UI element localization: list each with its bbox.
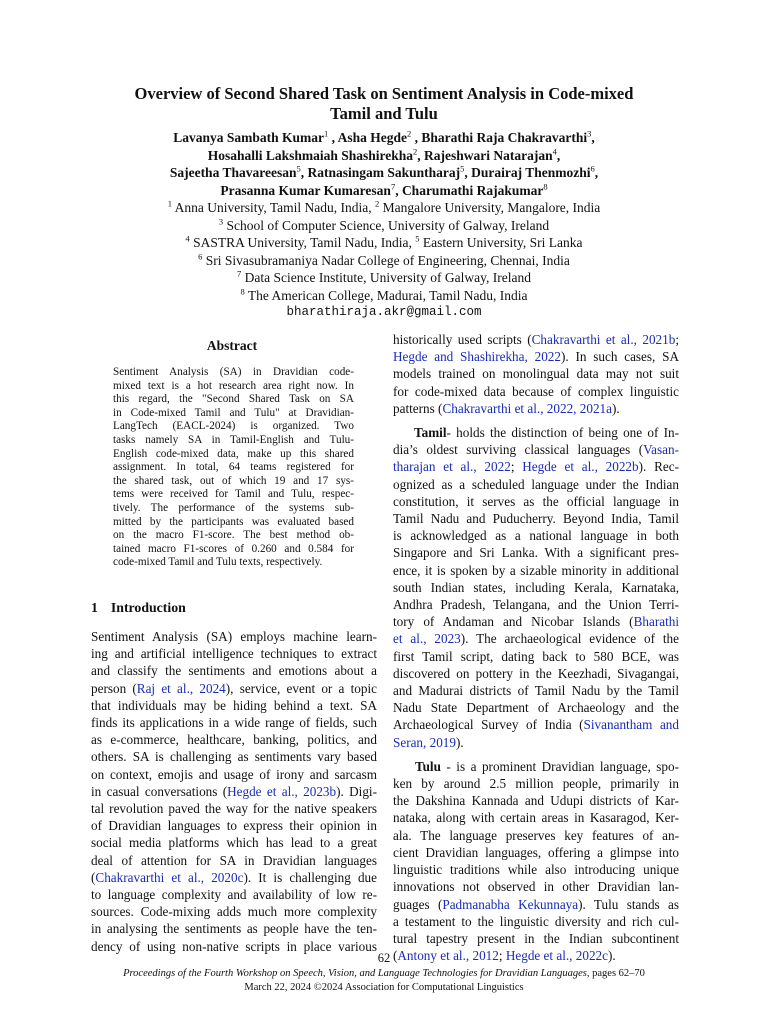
abstract-line: tained macro F1-scores of 0.260 and 0.584 for [113, 542, 354, 555]
citation-link[interactable]: tharajan et al., 2022 [393, 459, 511, 475]
abstract-line: tems were received for Tamil and Tulu, respec- [113, 488, 354, 501]
author-name: Rajeshwari Natarajan [424, 147, 553, 163]
affiliation-line: $^1$ Anna University, Tamil Nadu, India, $^2$ Mangalore University, Mangalore, India [167, 198, 601, 215]
author-name: Asha Hegde [337, 130, 408, 145]
author-name: Ratnasingam Sakuntharaj [307, 165, 461, 180]
affiliation-line: $^7$ Data Science Institute, University of Galway, Ireland [237, 268, 531, 285]
title-line-2: Tamil and Tulu [330, 104, 438, 123]
citation-link[interactable]: et al., 2023 [393, 631, 461, 647]
proceedings-title: Proceedings of the Fourth Workshop on Speech, Vision, and Language Technologies for Dravidian Languages [123, 968, 587, 979]
citation-link[interactable]: Sivanantham and [583, 717, 679, 733]
paper-title [60, 84, 708, 124]
citation-link[interactable]: Seran, 2019 [393, 734, 456, 750]
citation-link[interactable]: Chakravarthi et al., 2022, 2021a [442, 400, 612, 416]
abstract-line: mixed text is a hot research area right now. In [113, 379, 354, 392]
citation-link[interactable]: Antony et al., 2012 [397, 948, 499, 964]
title-line-1: Overview of Second Shared Task on Sentiment Analysis in Code-mixed [134, 84, 634, 103]
citation-link[interactable]: Raj et al., 2024 [136, 680, 226, 696]
affiliation-line: $^3$ School of Computer Science, University of Galway, Ireland [218, 216, 550, 233]
author-name: Sajeetha Thavareesan [169, 165, 297, 180]
citation-link[interactable]: Chakravarthi et al., 2021b [531, 332, 676, 347]
citation-link[interactable]: Padmanabha Kekunnaya [442, 896, 579, 912]
author-name: Prasanna Kumar Kumaresan [220, 182, 391, 198]
abstract-body [113, 366, 354, 570]
abstract-line: in Code-mixed Tamil and Tulu" at Dravidian- [113, 406, 354, 419]
section-number: 1 [91, 600, 98, 615]
introduction-body-left: Sentiment Analysis (SA) employs machine learn- ing and artificial intelligence techniques to extract and classify the sentiments and emotions about a person (Raj et al., 2024), service, event or a topic that individuals may be hiding behind a text. SA finds its applications in a wide range of fields, such as e-commerce, healthcare, banking, politics, and others. SA is challenging as sentiments vary based on context, emojis and usage of irony and sarcasm in casual conversations (Hegde et al., 2023b). Digi- tal revolution paved the way for the native speakers of Dravidian languages to express their opinion in social media platforms which has lead to a great deal of attention for SA in Dravidian languages (Chakravarthi et al., 2020c). It is challenging due to language complexity and availability of low re- sources. Code-mixing adds much more complexity in analysing the sentiments as people have the ten- dency of using non-native scripts in place various [91, 629, 378, 954]
author-name: Charumathi Rajakumar [401, 182, 544, 198]
abstract-line: tasks namely SA in Tamil-English and Tulu- [113, 433, 354, 446]
citation-link[interactable]: Hegde et al., 2022b [522, 459, 639, 475]
citation-link[interactable]: Chakravarthi et al., 2020c [95, 869, 244, 885]
author-list: Lavanya Sambath Kumar$^1$ , Asha Hegde$^2$ , Bharathi Raja Chakravarthi$^3$, Hosahalli Lakshmaiah Shashirekha$^2$, Rajeshwari Natarajan$^4$, Sajeetha Thavareesan$^5$, Ratnasingam Sakuntharaj$^5$, Durairaj Thenmozhi$^6$, Prasanna Kumar Kumaresan$^7$, Charumathi Rajakumar$^8$ [169, 128, 599, 198]
citation-link[interactable]: Hegde et al., 2023b [227, 783, 337, 799]
abstract-line: mitted by the participants was evaluated based [113, 515, 354, 528]
author-name: Bharathi Raja Chakravarthi [421, 130, 588, 145]
author-name: Hosahalli Lakshmaiah Shashirekha [207, 147, 414, 163]
abstract-line: on the macro F1-score. The best method ob- [113, 529, 354, 542]
section-heading-introduction [91, 600, 186, 616]
abstract-line: Sentiment Analysis (SA) in Dravidian code- [113, 366, 354, 378]
page-number: 62 [377, 951, 391, 965]
paragraph-lead-tulu: Tulu [415, 758, 441, 774]
abstract-line: code-mixed Tamil and Tulu texts, respectively. [113, 556, 323, 569]
introduction-body-right: historically used scripts (Chakravarthi et al., 2021b; Hegde and Shashirekha, 2022). In such cases, SA models trained on monolingual data may not suit for code-mixed data because of complex linguistic patterns (Chakravarthi et al., 2022, 2021a). Tamil- holds the distinction of being one of In- dia’s oldest surviving classical languages (Vasan- tharajan et al., 2022; Hegde et al., 2022b). Rec- ognized as a scheduled language under the Indian constitution, it serves as the official language in Tamil Nadu and Puducherry. Beyond India, Tamil is acknowledged as a national language in both Singapore and Sri Lanka. With a significant pres- ence, it is spoken by a sizable minority in additional south Indian states, including Kerala, Karnataka, Andhra Pradesh, Telangana, and the Union Terri- tory of Andaman and Nicobar Islands (Bharathi et al., 2023). The archaeological evidence of the first Tamil script, dating back to 580 BCE, was discovered on pottery in the Keezhadi, Sivagangai, and Madurai districts of Tamil Nadu by the Tamil Nadu State Department of Archaeology and the Archaeological Survey of India (Sivanantham and Seran, 2019). Tulu - is a prominent Dravidian language, spo- ken by around 2.5 million people, primarily in the Dakshina Kannada and Udupi districts of Kar- nataka, along with certain areas in Kasaragod, Ker- ala. The language preserves key features of an- cient Dravidian languages, offering a glimpse into linguistic traditions while also introducing unique innovations not observed in other Dravidian lan- guages (Padmanabha Kekunnaya). Tulu stands as a testament to the linguistic diversity and rich cul- tural tapestry present in the Indian subcontinent (Antony et al., 2012; Hegde et al., 2022c). [393, 332, 679, 964]
abstract-line: tively. The performance of the systems sub- [113, 501, 354, 514]
footer-date: March 22, 2024 ©2024 Association for Computational Linguistics [244, 982, 524, 993]
citation-link[interactable]: Bharathi [633, 614, 679, 630]
abstract-heading: Abstract [206, 338, 258, 353]
abstract-line: English code-mixed data, make up this shared [113, 447, 354, 460]
citation-link[interactable]: Vasan- [643, 442, 679, 458]
citation-link[interactable]: Hegde and Shashirekha, 2022 [393, 349, 561, 365]
page-footer: Proceedings of the Fourth Workshop on Speech, Vision, and Language Technologies for Dravidian Languages, pages 62–70 March 22, 2024 ©2024 Association for Computational Linguistics [60, 967, 708, 995]
affiliation-line: $^6$ Sri Sivasubramaniya Nadar College of Engineering, Chennai, India [198, 251, 570, 268]
author-name: Durairaj Thenmozhi [471, 165, 591, 180]
affiliation-list [60, 199, 708, 322]
paragraph-lead-tamil: Tamil [414, 425, 447, 441]
abstract-line: assignment. In total, 64 teams registered for [113, 461, 354, 474]
citation-link[interactable]: Hegde et al., 2022c [505, 948, 609, 964]
section-title: Introduction [110, 600, 186, 615]
abstract-line: LangTech (EACL-2024) is organized. Two [113, 420, 354, 433]
abstract-line: the shared task, out of which 19 and 17 sys- [113, 474, 354, 487]
abstract-line: this regard, the "Second Shared Task on SA [113, 393, 354, 406]
author-name: Lavanya Sambath Kumar [173, 130, 324, 145]
contact-email[interactable]: bharathiraja.akr@gmail.com [286, 305, 482, 319]
affiliation-line: $^4$ SASTRA University, Tamil Nadu, India, $^5$ Eastern University, Sri Lanka [185, 233, 583, 250]
affiliation-line: $^8$ The American College, Madurai, Tamil Nadu, India [240, 286, 528, 303]
